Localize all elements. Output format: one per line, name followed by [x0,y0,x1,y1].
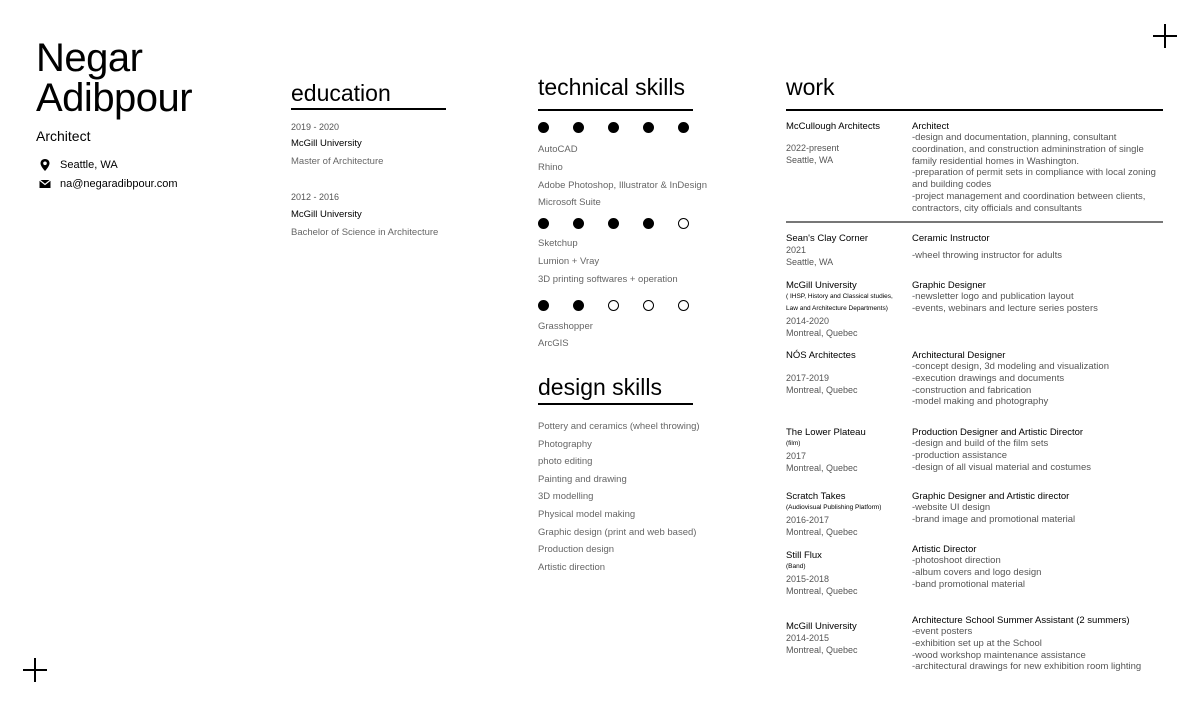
work-org-subtitle: Law and Architecture Departments) [786,305,888,312]
envelope-icon [38,177,52,191]
work-desc-line: -execution drawings and documents [912,372,1065,384]
location-pin-icon [38,158,52,172]
work-desc-line: -design and documentation, planning, consultant [912,132,1117,143]
work-dates: 2015-2018 [786,574,830,584]
work-desc-line: -website UI design [912,502,991,513]
skill-dot-filled [678,122,689,133]
work-role: Architectural Designer [912,350,1006,361]
education-years: 2012 - 2016 [291,192,340,202]
education-heading: education [291,80,391,106]
work-desc-line: -model making and photography [912,396,1049,408]
work-entry-details [912,233,1162,262]
design-skills-rule [538,403,693,405]
work-divider [786,221,1163,223]
plus-mark-top-right [1153,24,1177,48]
work-entry-org [786,280,908,339]
design-skill-item: Graphic design (print and web based) [538,527,697,538]
work-entry-org [786,491,908,538]
technical-skill-item: ArcGIS [538,338,569,349]
education-degree: Bachelor of Science in Architecture [291,227,439,238]
plus-mark-bottom-left [23,658,47,682]
work-desc-line: -events, webinars and lecture series posters [912,302,1098,314]
work-dates: 2016-2017 [786,515,830,525]
work-place: Montreal, Quebec [786,586,858,596]
work-org-name: Sean's Clay Corner [786,233,869,244]
work-entry-details [912,280,1162,315]
work-entry-details [912,350,1162,408]
technical-skills-heading: technical skills [538,74,685,100]
work-entry-org [786,350,908,396]
work-description [912,291,1162,315]
work-org-name: Scratch Takes [786,491,846,502]
work-place: Montreal, Quebec [786,385,858,395]
work-org-name: The Lower Plateau [786,427,866,438]
work-entry-org [786,550,908,597]
skill-dot-filled [573,122,584,133]
technical-skill-item: Adobe Photoshop, Illustrator & InDesign [538,180,707,191]
work-description [912,361,1162,408]
email-row [38,177,178,191]
work-desc-line: -concept design, 3d modeling and visualization [912,361,1109,372]
work-org-subtitle: (Audiovisual Publishing Platform) [786,504,882,511]
work-role: Graphic Designer and Artistic director [912,491,1070,502]
skill-dot-filled [538,122,549,133]
work-org-name: Still Flux [786,550,822,561]
skill-dot-filled [573,300,584,311]
skill-dot-filled [608,122,619,133]
work-description [912,502,1162,526]
skill-dot-empty [678,300,689,311]
skill-dot-empty [678,218,689,229]
work-org-name: NÓS Architectes [786,350,856,361]
work-desc-line: -design and build of the film sets [912,438,1049,449]
work-description [912,132,1162,215]
work-description [912,250,1162,262]
work-org-subtitle: (Band) [786,563,806,570]
skill-level-dots-5 [538,122,713,133]
work-entry-org [786,621,908,656]
work-description [912,626,1162,673]
last-name: Adibpour [36,76,193,120]
work-desc-line: -wheel throwing instructor for adults [912,250,1062,261]
work-description [912,438,1162,473]
work-rule [786,109,1163,111]
skill-level-dots-4 [538,218,713,229]
design-skill-item: Photography [538,439,592,450]
design-skill-item: Painting and drawing [538,474,627,485]
skill-dot-filled [538,300,549,311]
work-desc-line: -band promotional material [912,578,1026,590]
design-skills-heading: design skills [538,374,662,400]
work-role: Architecture School Summer Assistant (2 summers) [912,615,1130,626]
work-place: Montreal, Quebec [786,645,858,655]
work-role: Graphic Designer [912,280,986,291]
location-text: Seattle, WA [60,159,118,171]
work-desc-line: -design of all visual material and costumes [912,461,1092,473]
work-desc-line: -preparation of permit sets in compliance with local zoning [912,167,1156,179]
work-desc-line: family residential homes in Washington. [912,155,1080,167]
work-place: Seattle, WA [786,257,834,267]
work-place: Montreal, Quebec [786,328,858,338]
work-desc-line: -brand image and promotional material [912,513,1076,525]
work-entry-details [912,121,1162,215]
work-role: Ceramic Instructor [912,233,990,244]
technical-skill-item: Grasshopper [538,321,593,332]
work-entry-details [912,427,1162,473]
job-role: Architect [36,128,91,144]
work-role: Production Designer and Artistic Director [912,427,1084,438]
education-years: 2019 - 2020 [291,122,340,132]
technical-skill-item: Lumion + Vray [538,256,600,267]
work-org-name: McGill University [786,621,857,632]
person-name [36,38,192,118]
technical-skill-item: Microsoft Suite [538,197,601,208]
skill-dot-filled [573,218,584,229]
education-school: McGill University [291,209,362,220]
work-desc-line: -construction and fabrication [912,384,1032,396]
skill-dot-filled [608,218,619,229]
work-place: Montreal, Quebec [786,463,858,473]
work-dates: 2022-present [786,143,840,153]
work-role: Architect [912,121,949,132]
work-entry-org [786,233,908,268]
work-dates: 2014-2015 [786,633,830,643]
skill-dot-filled [538,218,549,229]
work-org-subtitle: (film) [786,440,801,447]
skill-dot-empty [643,300,654,311]
work-desc-line: and building codes [912,179,992,191]
work-desc-line: -production assistance [912,449,1008,461]
design-skill-item: photo editing [538,456,593,467]
education-rule [291,108,446,110]
work-heading: work [786,74,835,100]
skill-dot-empty [608,300,619,311]
location-row [38,158,118,172]
education-degree: Master of Architecture [291,156,384,167]
work-place: Montreal, Quebec [786,527,858,537]
work-dates: 2014-2020 [786,316,830,326]
work-dates: 2017-2019 [786,373,830,383]
work-dates: 2021 [786,245,807,255]
work-org-name: McCullough Architects [786,121,880,132]
work-desc-line: -architectural drawings for new exhibition room lighting [912,661,1142,673]
work-desc-line: -exhibition set up at the School [912,637,1042,649]
technical-skill-item: 3D printing softwares + operation [538,274,678,285]
work-desc-line: -photoshoot direction [912,555,1001,566]
work-dates: 2017 [786,451,807,461]
work-entry-details [912,544,1162,590]
technical-skill-item: Sketchup [538,238,578,249]
work-entry-details [912,615,1162,673]
work-entry-org [786,427,908,474]
skill-level-dots-2 [538,300,713,311]
design-skill-item: Production design [538,544,615,555]
design-skill-item: Artistic direction [538,562,606,573]
work-desc-line: -wood workshop maintenance assistance [912,649,1086,661]
work-org-name: McGill University [786,280,857,291]
design-skill-item: Pottery and ceramics (wheel throwing) [538,421,700,432]
work-entry-org [786,121,908,166]
education-school: McGill University [291,138,362,149]
work-role: Artistic Director [912,544,977,555]
first-name: Negar [36,36,143,80]
design-skill-item: 3D modelling [538,491,594,502]
skill-dot-filled [643,218,654,229]
work-desc-line: coordination, and construction admininstration of single [912,143,1144,155]
email-link[interactable]: na@negaradibpour.com [60,178,178,190]
work-desc-line: contractors, city officials and consultants [912,202,1082,214]
technical-skill-item: Rhino [538,162,563,173]
skill-dot-filled [643,122,654,133]
work-desc-line: -project management and coordination between clients, [912,190,1146,202]
work-desc-line: -album covers and logo design [912,566,1042,578]
work-desc-line: -event posters [912,626,973,637]
technical-skill-item: AutoCAD [538,144,578,155]
work-org-subtitle: ( IHSP, History and Classical studies, [786,293,893,300]
work-place: Seattle, WA [786,155,834,165]
technical-skills-rule [538,109,693,111]
work-description [912,555,1162,590]
work-entry-details [912,491,1162,526]
work-desc-line: -newsletter logo and publication layout [912,291,1074,302]
design-skill-item: Physical model making [538,509,636,520]
